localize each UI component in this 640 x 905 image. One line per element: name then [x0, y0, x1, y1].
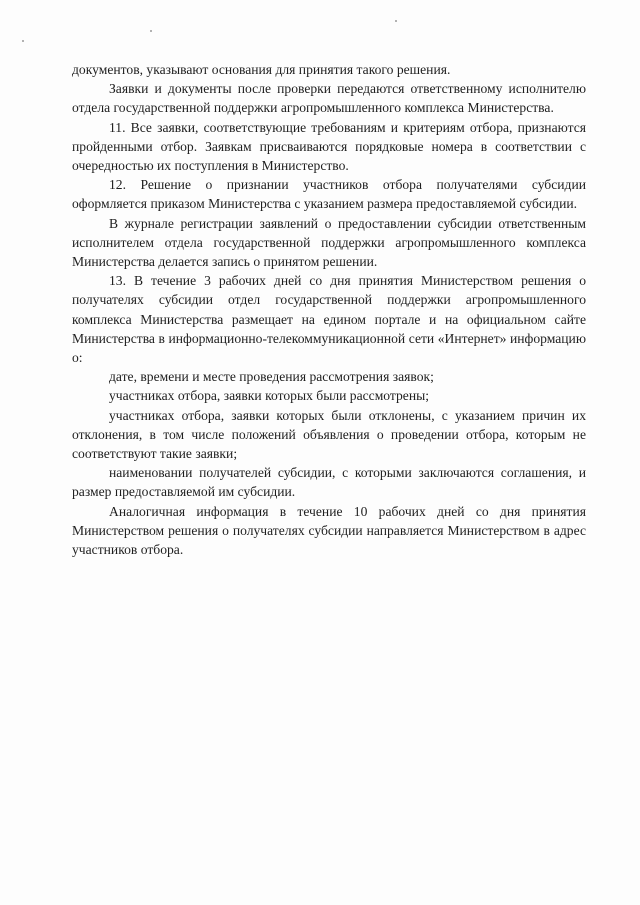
- list-item-reviewed-participants: участниках отбора, заявки которых были рассмотрены;: [109, 388, 430, 404]
- list-item-recipients: наименовании получателей субсидии, с которыми заключаются соглашения, и размер предоставляемой им субсидии.: [72, 465, 586, 500]
- list-item-date-time-place: дате, времени и месте проведения рассмотрения заявок;: [109, 369, 434, 385]
- scan-speck: [395, 20, 397, 22]
- scan-speck: [150, 30, 152, 32]
- paragraph-journal-record: В журнале регистрации заявлений о предоставлении субсидии ответственным исполнителем отдела государственной поддержки агропромышленного комплекса Министерства делается запись о принятом решении.: [72, 215, 586, 270]
- scan-speck: [22, 40, 24, 42]
- paragraph-clause-13: 13. В течение 3 рабочих дней со дня принятия Министерством решения о получателях субсидии отдел государственной поддержки агропромышленного комплекса Министерства размещает на едином портале и на официальном сайте Министерства в информационно-телекоммуникационной сети «Интернет» информацию о:: [72, 273, 586, 366]
- paragraph-similar-information: Аналогичная информация в течение 10 рабочих дней со дня принятия Министерством решения о получателях субсидии направляется Министерством в адрес участников отбора.: [72, 503, 586, 558]
- paragraph-clause-12: 12. Решение о признании участников отбора получателями субсидии оформляется приказом Министерства с указанием размера предоставляемой субсидии.: [72, 177, 586, 212]
- paragraph-continuation: документов, указывают основания для принятия такого решения.: [72, 62, 451, 77]
- list-item-rejected-participants: участниках отбора, заявки которых были отклонены, с указанием причин их отклонения, в том числе положений объявления о проведении отбора, которым не соответствуют такие заявки;: [72, 407, 586, 462]
- paragraph-clause-11: 11. Все заявки, соответствующие требованиям и критериям отбора, признаются пройденными отбор. Заявкам присваиваются порядковые номера в соответствии с очередностью их поступления в Министерство.: [72, 119, 586, 174]
- paragraph-applications-transfer: Заявки и документы после проверки передаются ответственному исполнителю отдела государственной поддержки агропромышленного комплекса Министерства.: [72, 81, 586, 116]
- document-body: [72, 60, 586, 559]
